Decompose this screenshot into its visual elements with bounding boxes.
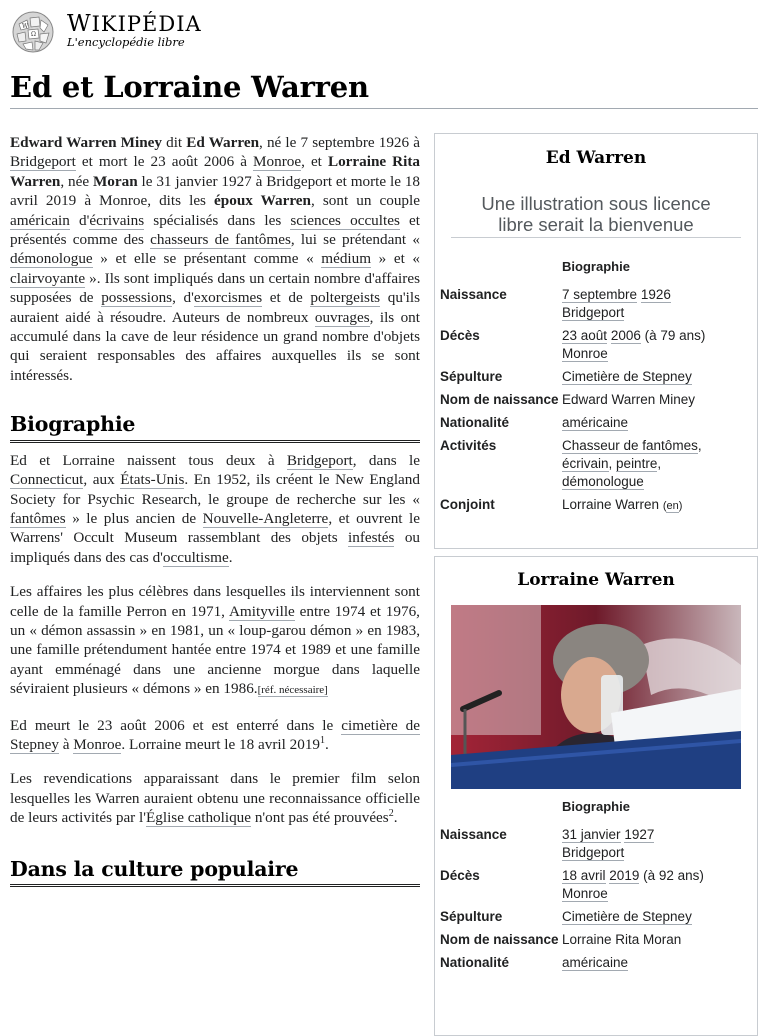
link-cimetiere-box[interactable]: Cimetière de Stepney xyxy=(562,369,692,384)
bio-paragraph-3: Ed meurt le 23 août 2006 et est enterré dans le cimetière de Stepney à Monroe. Lorraine meurt le 18 avril 2019$^1$. xyxy=(10,716,421,753)
link-23-aout[interactable]: 23 août xyxy=(562,328,608,343)
wordmark[interactable]: WIKIPÉDIA xyxy=(67,11,202,37)
infobox-row-naissance: Naissance 31 janvier 1927 Bridgeport xyxy=(440,827,655,860)
link-possessions[interactable]: possessions xyxy=(101,289,173,307)
link-americaine[interactable]: américaine xyxy=(562,415,629,430)
bio-paragraph-1: Ed et Lorraine naissent tous deux à Bridgeport, dans le Connecticut, aux États-Unis. En 1952, ils créent le New England Society for Psychic Research, le groupe de recherche sur les « fantômes » le plus ancien de Nouvelle-Angleterre, et ouvrent le Warrens' Occult Museum rassemblant des objets infestés ou impliqués dans des cas d'occultisme. xyxy=(10,451,420,566)
bio-paragraph-4: Les revendications apparaissant dans le premier film selon lesquelles les Warren auraient obtenu une reconnaissance officielle de leurs activités par l'Église catholique n'ont pas été prouvées$^2$. xyxy=(10,770,420,827)
link-amityville[interactable]: Amityville xyxy=(228,602,295,620)
link-poltergeists[interactable]: poltergeists xyxy=(310,289,381,307)
link-bridgeport-box-2[interactable]: Bridgeport xyxy=(562,845,625,860)
link-2019[interactable]: 2019 xyxy=(609,868,640,883)
link-conjoint-en[interactable]: en xyxy=(666,500,679,512)
link-bridgeport[interactable]: Bridgeport xyxy=(10,153,76,171)
infobox-row-nom-naissance: Nom de naissance Lorraine Rita Moran xyxy=(440,932,682,947)
infobox-row-deces: Décès 23 août 2006 (à 79 ans) Monroe xyxy=(440,328,706,361)
link-31-janvier[interactable]: 31 janvier xyxy=(562,827,621,842)
infobox-title: Lorraine Warren xyxy=(517,570,675,590)
photo-illustration xyxy=(451,605,741,789)
link-18-avril[interactable]: 18 avril xyxy=(562,868,606,883)
link-1927[interactable]: 1927 xyxy=(624,827,655,842)
infobox-row-nationalite: Nationalité américaine xyxy=(440,955,629,970)
infobox-ed-warren xyxy=(434,133,758,549)
link-connecticut[interactable]: Connecticut xyxy=(10,471,84,489)
infobox-row-nom-naissance: Nom de naissance Edward Warren Miney xyxy=(440,392,696,407)
site-header xyxy=(0,0,768,64)
link-occultisme[interactable]: occultisme xyxy=(162,548,229,566)
link-americaine-2[interactable]: américaine xyxy=(562,955,629,970)
no-image-notice[interactable]: Une illustration sous licence libre serait la bienvenue xyxy=(451,193,741,238)
wikipedia-globe-icon[interactable] xyxy=(9,10,59,54)
link-bridgeport-2[interactable]: Bridgeport xyxy=(286,451,353,469)
infobox-row-sepulture: Sépulture Cimetière de Stepney xyxy=(440,369,692,384)
link-monroe-box[interactable]: Monroe xyxy=(562,346,608,361)
link-americain[interactable]: américain xyxy=(10,211,70,229)
link-cimetiere-box-2[interactable]: Cimetière de Stepney xyxy=(562,909,692,924)
link-cimetiere-de-stepney[interactable]: cimetière de Stepney xyxy=(10,716,421,753)
footnote-1-link[interactable]: 1 xyxy=(320,734,326,746)
link-peintre[interactable]: peintre xyxy=(616,456,658,471)
link-etats-unis[interactable]: États-Unis xyxy=(120,471,185,489)
link-monroe-box-2[interactable]: Monroe xyxy=(562,886,608,901)
link-ouvrages[interactable]: ouvrages xyxy=(314,308,370,326)
link-demonologue-box[interactable]: démonologue xyxy=(562,474,644,489)
link-fantomes[interactable]: fantômes xyxy=(10,509,66,527)
link-demonologue[interactable]: démonologue xyxy=(10,250,93,268)
link-infestes[interactable]: infestés xyxy=(348,529,395,547)
link-sciences-occultes[interactable]: sciences occultes xyxy=(290,211,400,229)
link-1926[interactable]: 1926 xyxy=(640,287,671,302)
infobox-title: Ed Warren xyxy=(545,148,647,168)
link-chasseurs-de-fantomes[interactable]: chasseurs de fantômes xyxy=(150,231,291,249)
page-title: Ed et Lorraine Warren xyxy=(10,70,758,109)
link-exorcismes[interactable]: exorcismes xyxy=(193,289,263,307)
link-medium[interactable]: médium xyxy=(321,250,372,268)
footnote-2-link[interactable]: 2 xyxy=(388,808,394,820)
link-nouvelle-angleterre[interactable]: Nouvelle-Angleterre xyxy=(202,509,329,527)
infobox-row-activites: Activités Chasseur de fantômes, écrivain, peintre, démonologue xyxy=(440,438,702,489)
lorraine-warren-photo[interactable] xyxy=(451,605,741,789)
article-body xyxy=(10,133,420,895)
infobox-row-naissance: Naissance 7 septembre 1926 Bridgeport xyxy=(440,287,671,320)
infobox-row-deces: Décès 18 avril 2019 (à 92 ans) Monroe xyxy=(440,868,704,901)
infobox-section-heading: Biographie xyxy=(562,799,630,814)
link-monroe-2[interactable]: Monroe xyxy=(73,735,122,753)
heading-culture-populaire: Dans la culture populaire xyxy=(10,860,420,887)
tagline: L'encyclopédie libre xyxy=(67,35,185,49)
infobox-row-nationalite: Nationalité américaine xyxy=(440,415,629,430)
svg-text:W: W xyxy=(22,23,29,30)
link-clairvoyante[interactable]: clairvoyante xyxy=(10,269,86,287)
infobox-section-heading: Biographie xyxy=(562,259,630,274)
bio-paragraph-2: Les affaires les plus célèbres dans lesquelles ils interviennent sont celle de la famille Perron en 1971, Amityville entre 1974 et 1976, un « démon assassin » en 1981, un « loup-garou démon » en 1983, une famille prétendument hantée entre 1974 et 1989 et une famille ayant emménagé dans une ancienne morgue dans laquelle séviraient plusieurs « démons » en 1986.[réf. nécessaire] xyxy=(10,583,420,698)
link-monroe[interactable]: Monroe xyxy=(253,153,302,171)
heading-biographie: Biographie xyxy=(10,415,420,442)
link-ecrivain[interactable]: écrivain xyxy=(562,456,609,471)
svg-text:Ω: Ω xyxy=(31,31,36,38)
intro-paragraph: Edward Warren Miney dit Ed Warren, né le 7 septembre 1926 à Bridgeport et mort le 23 août 2006 à Monroe, et Lorraine Rita Warren, née Moran le 31 janvier 1927 à Bridgeport et morte le 18 avril 2019 à Monroe, dits les époux Warren, sont un couple américain d'écrivains spécialisés dans les sciences occultes et présentés comme des chasseurs de fantômes, lui se prétendant « démonologue » et elle se présentant comme « médium » et « clairvoyante ». Ils sont impliqués dans un certain nombre d'affaires supposées de possessions, d'exorcismes et de poltergeists qu'ils auraient aidé à résoudre. Auteurs de nombreux ouvrages, ils ont accumulé dans la cave de leur résidence un grand nombre d'objets qui seraient responsables des affaires auxquelles ils se sont intéressés. xyxy=(10,134,421,384)
infobox-lorraine-warren xyxy=(434,556,758,1036)
link-bridgeport-box[interactable]: Bridgeport xyxy=(562,305,625,320)
infobox-row-sepulture: Sépulture Cimetière de Stepney xyxy=(440,909,692,924)
link-chasseur-de-fantomes[interactable]: Chasseur de fantômes xyxy=(562,438,698,453)
link-7-septembre[interactable]: 7 septembre xyxy=(562,287,638,302)
link-ecrivains[interactable]: écrivains xyxy=(89,211,145,229)
link-2006[interactable]: 2006 xyxy=(610,328,641,343)
infobox-row-conjoint: Conjoint Lorraine Warren (en) xyxy=(440,497,683,512)
citation-needed-link[interactable]: [réf. nécessaire] xyxy=(257,684,328,697)
link-eglise-catholique[interactable]: Église catholique xyxy=(146,809,252,827)
